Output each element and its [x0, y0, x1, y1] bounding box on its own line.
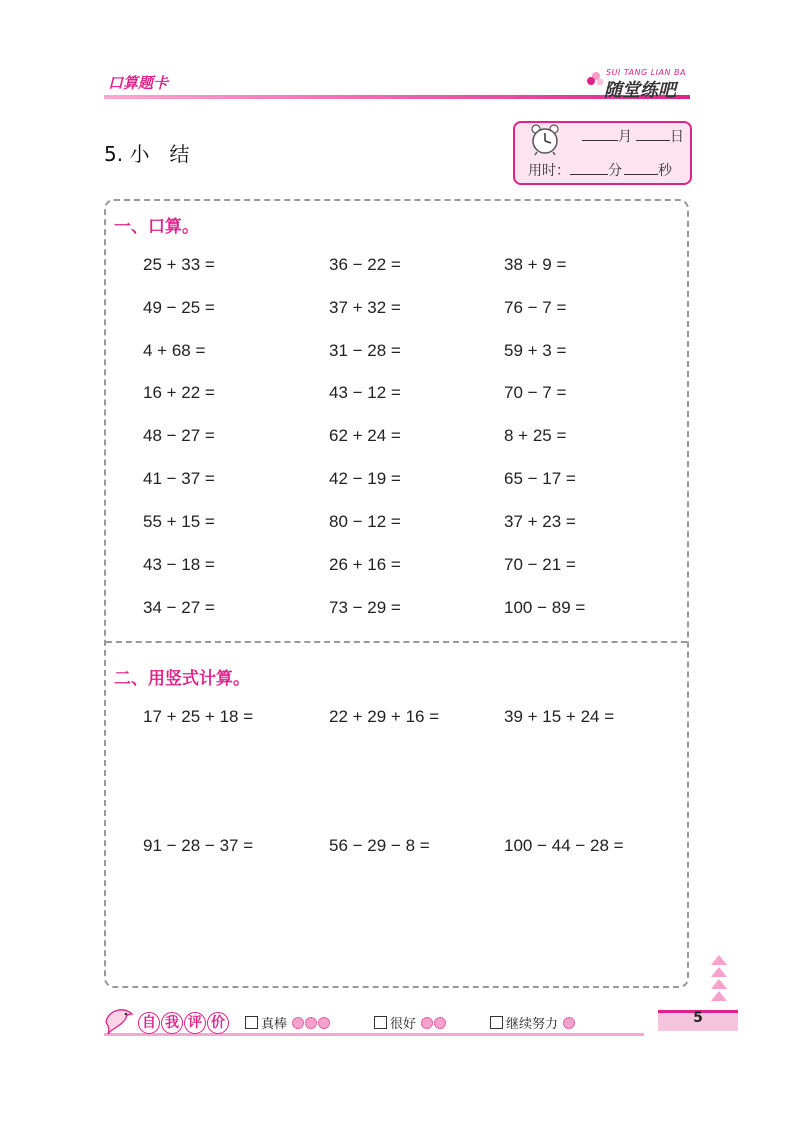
part1-title: 一、口算。 — [114, 217, 199, 237]
flower-icon — [563, 1017, 575, 1029]
part2-title: 二、用竖式计算。 — [114, 669, 250, 689]
problem: 37 + 32 = — [329, 298, 401, 317]
problem: 55 + 15 = — [143, 512, 215, 531]
problem: 49 − 25 = — [143, 298, 215, 317]
problem: 70 − 7 = — [504, 383, 567, 402]
eval-option-label: 真棒 — [261, 1017, 288, 1032]
flower-icon — [305, 1017, 317, 1029]
problem: 73 − 29 = — [329, 598, 401, 617]
problem: 22 + 29 + 16 = — [329, 707, 440, 726]
eval-option-keep-trying[interactable] — [490, 1013, 575, 1032]
day-blank[interactable] — [636, 126, 670, 141]
problem: 17 + 25 + 18 = — [143, 707, 254, 726]
problem: 76 − 7 = — [504, 298, 567, 317]
problem: 43 − 12 = — [329, 383, 401, 402]
problem: 8 + 25 = — [504, 426, 567, 445]
day-label: 日 — [670, 129, 684, 145]
problem: 4 + 68 = — [143, 341, 206, 360]
second-blank[interactable] — [624, 160, 658, 175]
problem: 65 − 17 = — [504, 469, 576, 488]
good-checkbox[interactable] — [374, 1016, 387, 1029]
header-rule — [104, 95, 690, 99]
problem: 34 − 27 = — [143, 598, 215, 617]
problem: 56 − 29 − 8 = — [329, 836, 430, 855]
problem: 38 + 9 = — [504, 255, 567, 274]
problem: 37 + 23 = — [504, 512, 576, 531]
brand-logo-left: 口算题卡 — [108, 74, 169, 92]
page-number: 5 — [693, 1010, 703, 1026]
problem: 62 + 24 = — [329, 426, 401, 445]
minute-label: 分 — [608, 163, 622, 179]
self-eval-char: 我 — [161, 1012, 183, 1034]
keep-trying-checkbox[interactable] — [490, 1016, 503, 1029]
problem: 43 − 18 = — [143, 555, 215, 574]
problem: 16 + 22 = — [143, 383, 215, 402]
problem: 31 − 28 = — [329, 341, 401, 360]
problem: 25 + 33 = — [143, 255, 215, 274]
problem: 100 − 89 = — [504, 598, 586, 617]
problem: 39 + 15 + 24 = — [504, 707, 615, 726]
problem: 26 + 16 = — [329, 555, 401, 574]
brand-logo-right: 随堂练吧 — [604, 80, 676, 101]
eval-option-label: 继续努力 — [506, 1017, 559, 1032]
great-checkbox[interactable] — [245, 1016, 258, 1029]
dolphin-icon — [102, 1002, 138, 1038]
alarm-clock-icon — [528, 123, 562, 157]
self-eval-char: 评 — [184, 1012, 206, 1034]
flower-icon — [421, 1017, 433, 1029]
month-label: 月 — [618, 129, 632, 145]
flower-icon — [292, 1017, 304, 1029]
problem: 42 − 19 = — [329, 469, 401, 488]
second-label: 秒 — [658, 163, 672, 179]
eval-option-label: 很好 — [390, 1017, 417, 1032]
eval-option-great[interactable] — [245, 1013, 330, 1032]
flower-icon — [586, 70, 606, 90]
brand-pinyin: SUI TANG LIAN BA — [606, 68, 686, 77]
problem: 41 − 37 = — [143, 469, 215, 488]
date-line — [582, 126, 684, 146]
self-eval-char: 自 — [138, 1012, 160, 1034]
page-title: 5. 小 结 — [104, 142, 190, 166]
section-divider — [106, 641, 687, 643]
flower-icon — [434, 1017, 446, 1029]
month-blank[interactable] — [582, 126, 618, 141]
minute-blank[interactable] — [570, 160, 608, 175]
self-eval-char: 价 — [207, 1012, 229, 1034]
up-arrows-icon — [707, 955, 731, 1005]
problem: 100 − 44 − 28 = — [504, 836, 624, 855]
time-label: 用时： — [528, 163, 570, 179]
self-evaluation-label — [138, 1012, 230, 1034]
eval-option-good[interactable] — [374, 1013, 446, 1032]
flower-icon — [318, 1017, 330, 1029]
problem: 59 + 3 = — [504, 341, 567, 360]
problem: 80 − 12 = — [329, 512, 401, 531]
problem: 91 − 28 − 37 = — [143, 836, 254, 855]
problem: 70 − 21 = — [504, 555, 576, 574]
problem: 48 − 27 = — [143, 426, 215, 445]
time-line — [528, 160, 672, 180]
problem: 36 − 22 = — [329, 255, 401, 274]
